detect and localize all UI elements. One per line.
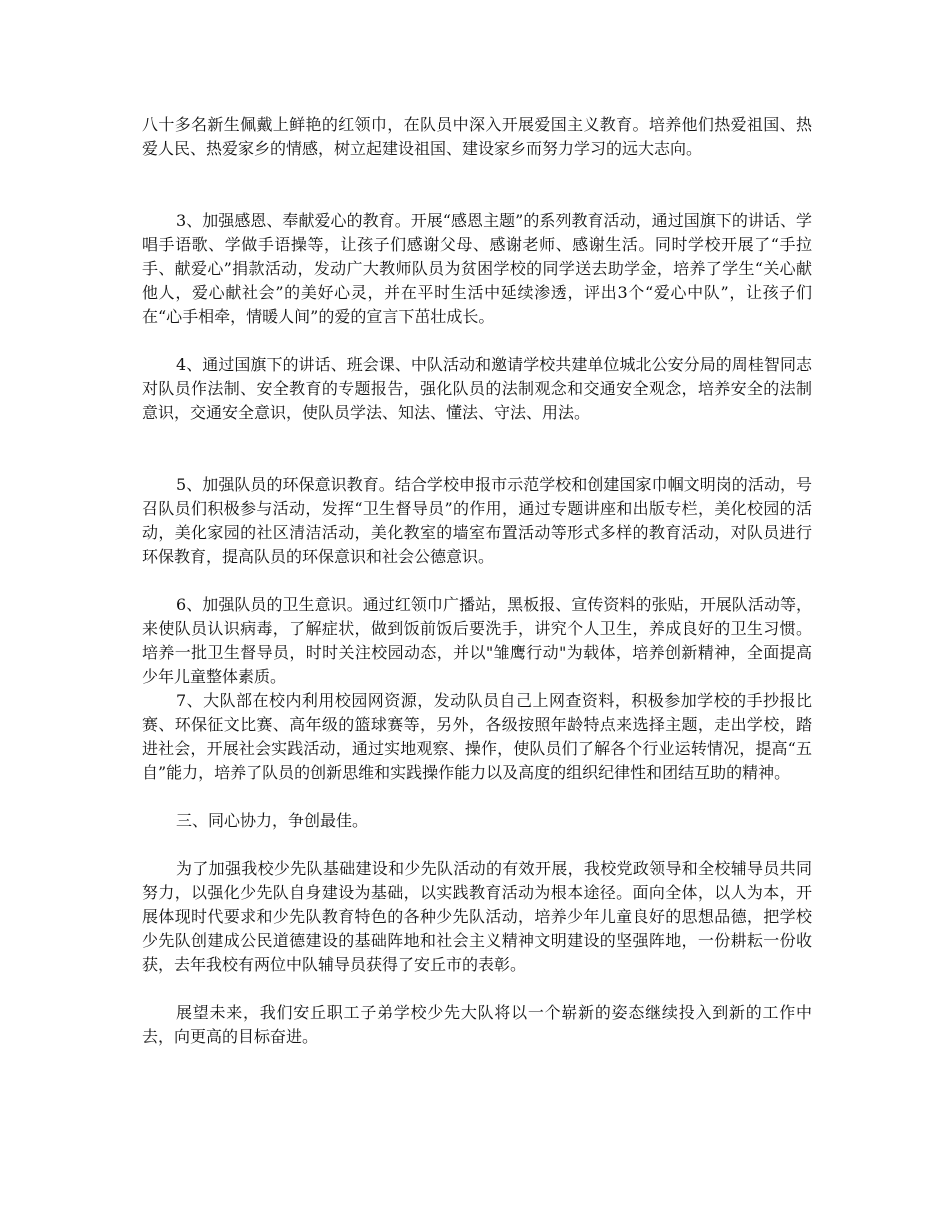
paragraph-text: 3、加强感恩、奉献爱心的教育。开展“感恩主题”的系列教育活动，通过国旗下的讲话、学唱手语歌、学做手语操等，让孩子们感谢父母、感谢老师、感谢生活。同时学校开展了“手拉手、献爱心”捐款活动，发动广大教师队员为贫困学校的同学送去助学金，培养了学生“关心献他人，爱心献社会”的美好心灵，并在平时生活中延续渗透，评出3个“爱心中队”，让孩子们在“心手相牵，情暖人间”的爱的宣言下茁壮成长。 [142,211,812,326]
paragraph-item-6 [142,593,812,689]
paragraph-text: 6、加强队员的卫生意识。通过红领巾广播站，黑板报、宣传资料的张贴，开展队活动等，来使队员认识病毒，了解症状，做到饭前饭后要洗手，讲究个人卫生，养成良好的卫生习惯。培养一批卫生督导员，时时关注校园动态，并以"雏鹰行动"为载体，培养创新精神，全面提高少年儿童整体素质。 [142,595,812,686]
paragraph-item-5 [142,473,812,569]
paragraph-text: 4、通过国旗下的讲话、班会课、中队活动和邀请学校共建单位城北公安分局的周桂智同志对队员作法制、安全教育的专题报告，强化队员的法制观念和交通安全观念，培养安全的法制意识，交通安全意识，使队员学法、知法、懂法、守法、用法。 [142,355,812,422]
paragraph-item-4 [142,353,812,425]
paragraph-text: 展望未来，我们安丘职工子弟学校少先大队将以一个崭新的姿态继续投入到新的工作中去，向更高的目标奋进。 [142,1003,812,1046]
paragraph-section-three-body [142,857,812,977]
paragraph-continuation [142,113,812,161]
paragraph-text: 八十多名新生佩戴上鲜艳的红领巾，在队员中深入开展爱国主义教育。培养他们热爱祖国、热爱人民、热爱家乡的情感，树立起建设祖国、建设家乡而努力学习的远大志向。 [142,115,812,158]
paragraph-text: 7、大队部在校内利用校园网资源，发动队员自己上网查资料，积极参加学校的手抄报比赛、环保征文比赛、高年级的篮球赛等，另外，各级按照年龄特点来选择主题，走出学校，踏进社会，开展社会实践活动，通过实地观察、操作，使队员们了解各个行业运转情况，提高“五自”能力，培养了队员的创新思维和实践操作能力以及高度的组织纪律性和团结互助的精神。 [142,691,812,782]
paragraph-outlook [142,1001,812,1049]
section-heading-three [142,809,812,833]
section-heading-text: 三、同心协力，争创最佳。 [176,811,369,830]
paragraph-item-7 [142,689,812,785]
paragraph-item-3 [142,209,812,329]
paragraph-text: 为了加强我校少先队基础建设和少先队活动的有效开展，我校党政领导和全校辅导员共同努力，以强化少先队自身建设为基础，以实践教育活动为根本途径。面向全体，以人为本，开展体现时代要求和少先队教育特色的各种少先队活动，培养少年儿童良好的思想品德，把学校少先队创建成公民道德建设的基础阵地和社会主义精神文明建设的坚强阵地，一份耕耘一份收获，去年我校有两位中队辅导员获得了安丘市的表彰。 [142,859,812,974]
paragraph-text: 5、加强队员的环保意识教育。结合学校申报市示范学校和创建国家巾帼文明岗的活动，号召队员们积极参与活动，发挥“卫生督导员”的作用，通过专题讲座和出版专栏，美化校园的活动，美化家园的社区清洁活动，美化教室的墙室布置活动等形式多样的教育活动，对队员进行环保教育，提高队员的环保意识和社会公德意识。 [142,475,812,566]
